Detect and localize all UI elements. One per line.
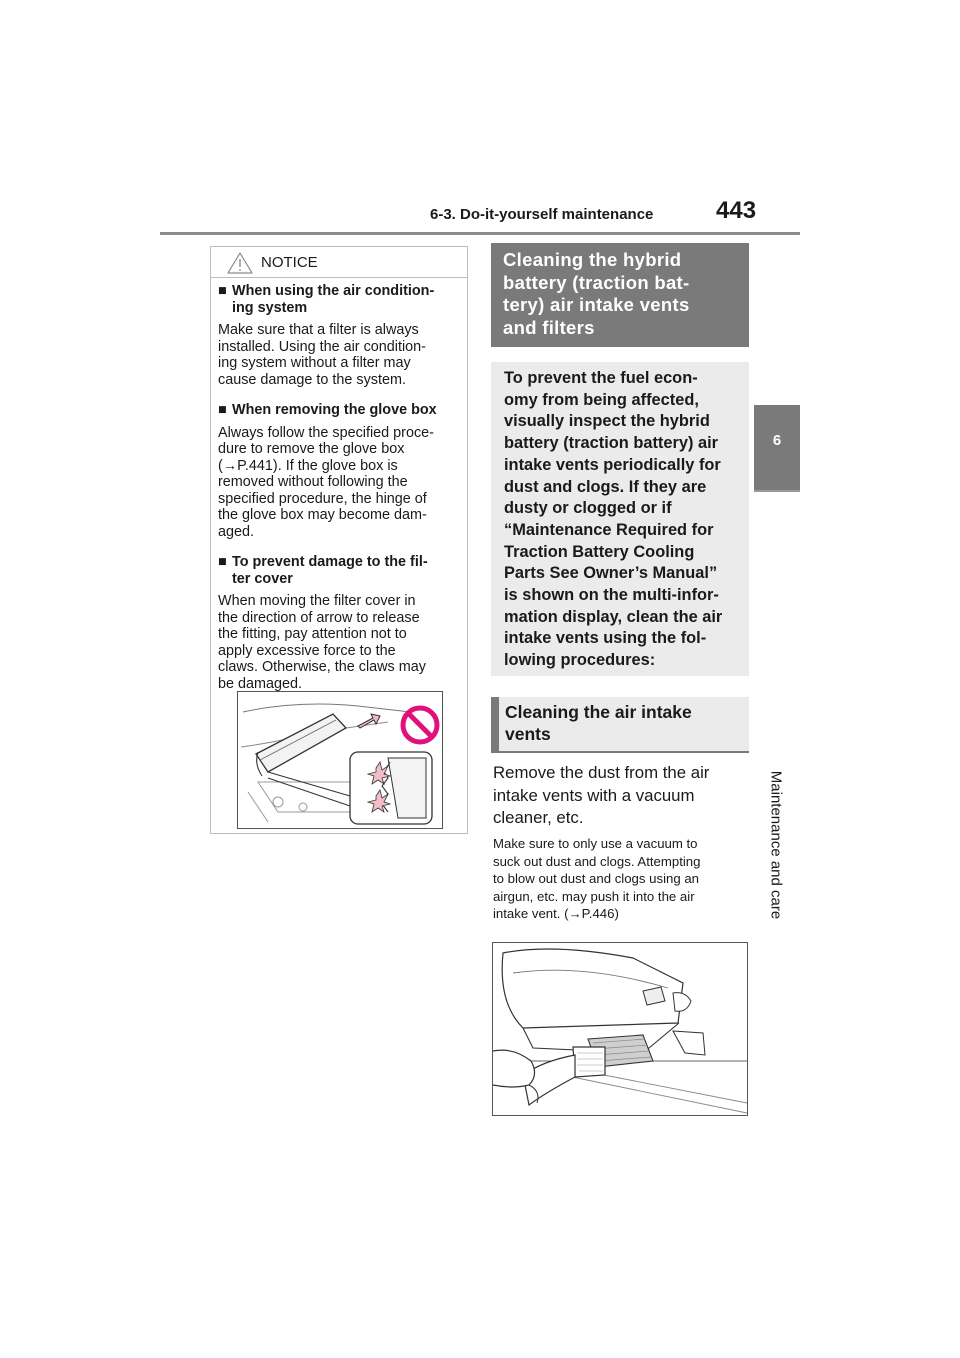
page-number: 443	[716, 197, 757, 224]
notice-paragraph: Make sure that a filter is always installed. Using the air condition- ing system without a filter may cause damage to the system.	[218, 322, 426, 388]
filter-cover-illustration	[237, 691, 443, 829]
chapter-title	[764, 745, 788, 945]
intro-text: To prevent the fuel econ- omy from being affected, visually inspect the hybrid battery (traction battery) air intake vents periodically for dust and clogs. If they are dusty or clogged or if “Maintenance Required for Traction Battery Cooling Parts See Owner’s Manual” is shown on the multi-infor- mation display, clean the air intake vents using the fol- lowing procedures:	[504, 369, 723, 670]
notice-heading-text: To prevent damage to the fil- ter cover	[232, 554, 428, 587]
notice-title: NOTICE	[261, 254, 318, 271]
notice-heading-text: When removing the glove box	[232, 402, 437, 418]
notice-divider	[211, 277, 467, 278]
intro-box	[491, 362, 749, 676]
warning-triangle-icon	[227, 252, 253, 274]
bullet-square-icon: ■	[218, 283, 227, 299]
chapter-number: 6	[772, 432, 782, 449]
notice-heading-glove-box	[218, 402, 464, 419]
notice-heading-air-conditioning	[218, 283, 464, 316]
subheading-accent-bar	[491, 697, 499, 751]
filter-cover-drawing	[238, 692, 442, 828]
header-rule	[160, 232, 800, 235]
step-text: Remove the dust from the air intake vents with a vacuum cleaner, etc.	[493, 763, 710, 827]
vacuum-cleaning-drawing	[493, 943, 747, 1115]
notice-paragraph: When moving the filter cover in the direction of arrow to release the fitting, pay attention not to apply excessive force to the claws. Otherwise, the claws may be damaged.	[218, 593, 426, 692]
notice-heading-text: When using the air condition- ing system	[232, 283, 435, 316]
section-title: 6-3. Do-it-yourself maintenance	[430, 206, 654, 223]
note-text: Make sure to only use a vacuum to suck out dust and clogs. Attempting to blow out dust and clogs using an airgun, etc. may push it into the air intake vent. (→P.446)	[493, 836, 701, 922]
subheading: Cleaning the air intake vents	[505, 702, 692, 744]
subheading-box	[491, 697, 749, 753]
chapter-tab-rule	[754, 490, 800, 492]
notice-heading-filter-cover	[218, 554, 464, 587]
notice-body	[218, 283, 464, 706]
section-heading: Cleaning the hybrid battery (traction bat- tery) air intake vents and filters	[503, 249, 690, 338]
section-heading-box	[491, 243, 749, 347]
notice-box	[210, 246, 468, 834]
bullet-square-icon: ■	[218, 402, 227, 418]
chapter-tab	[754, 405, 800, 490]
bullet-square-icon: ■	[218, 554, 227, 570]
chapter-title-text: Maintenance and care	[767, 770, 785, 920]
vacuum-cleaning-illustration	[492, 942, 748, 1116]
notice-paragraph: Always follow the specified proce- dure to remove the glove box (→P.441). If the glove box is removed without following the specified procedure, the hinge of the glove box may become dam- aged.	[218, 424, 434, 540]
notice-header	[211, 247, 467, 277]
